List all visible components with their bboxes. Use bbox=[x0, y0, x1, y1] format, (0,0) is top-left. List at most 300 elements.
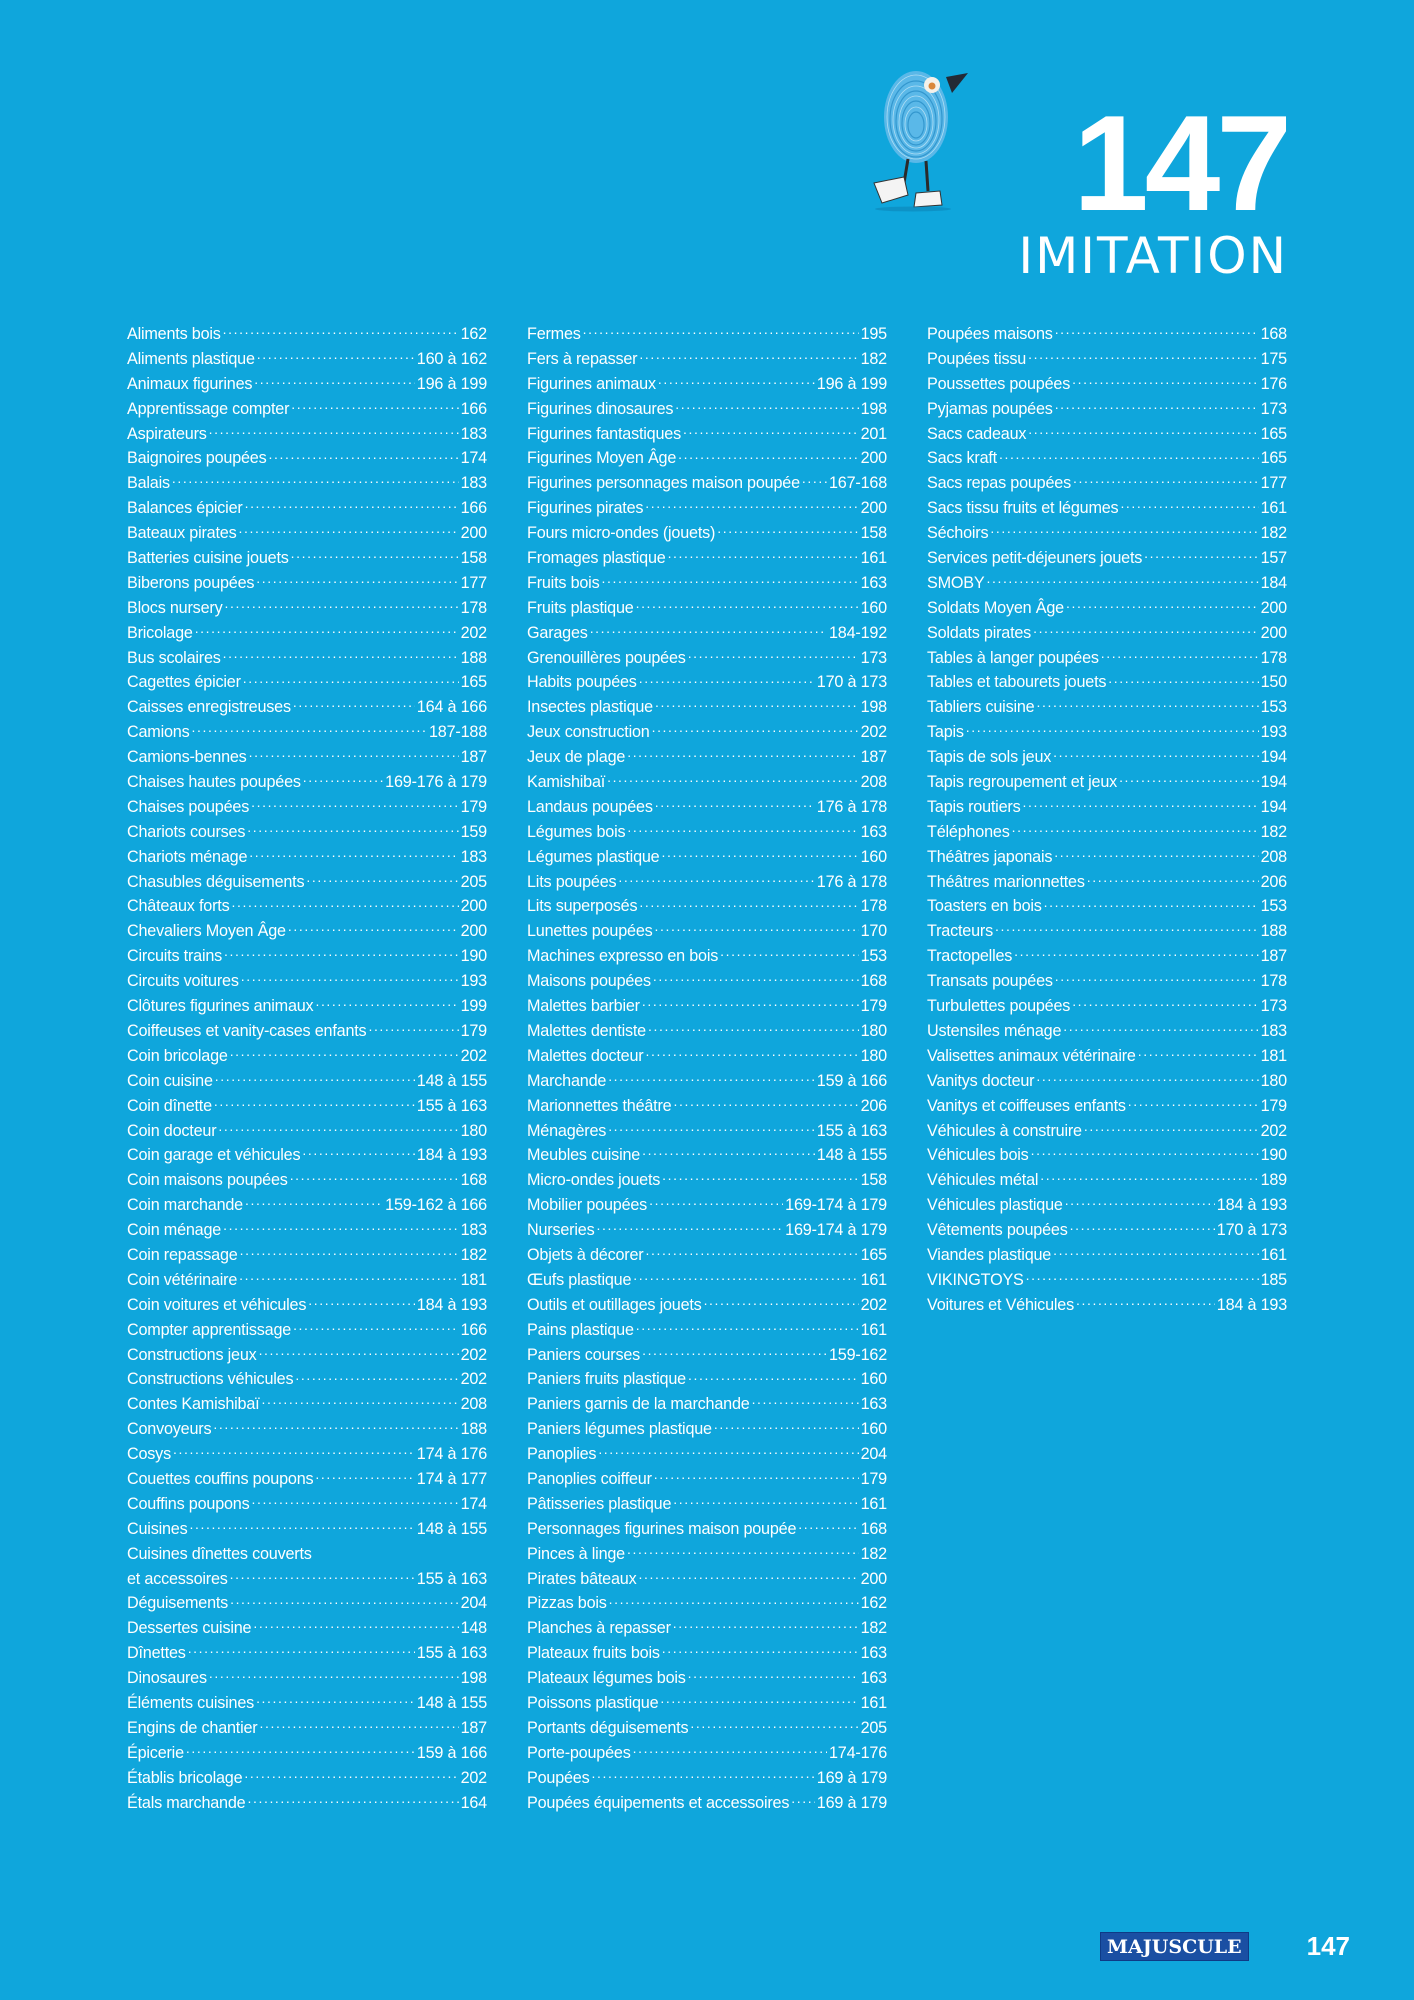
index-entry bbox=[527, 944, 887, 969]
index-entry-page: 199 bbox=[460, 997, 487, 1016]
dot-leader bbox=[188, 1642, 415, 1658]
index-entry-label: Fromages plastique bbox=[527, 549, 666, 568]
index-entry-label: Coin dînette bbox=[127, 1096, 212, 1115]
index-entry bbox=[927, 1094, 1287, 1119]
index-entry bbox=[927, 646, 1287, 671]
index-entry-page: 160 bbox=[860, 598, 887, 617]
index-entry-label: Fers à repasser bbox=[527, 349, 638, 368]
index-entry-page: 158 bbox=[860, 1171, 887, 1190]
index-entry bbox=[527, 745, 887, 770]
dot-leader bbox=[293, 696, 415, 712]
index-entry bbox=[527, 1567, 887, 1592]
index-entry bbox=[527, 322, 887, 347]
dot-leader bbox=[633, 1269, 858, 1285]
index-entry bbox=[127, 1392, 487, 1417]
index-entry-page: 190 bbox=[460, 947, 487, 966]
index-entry bbox=[927, 1193, 1287, 1218]
dot-leader bbox=[652, 721, 859, 737]
index-entry-label: Malettes dentiste bbox=[527, 1021, 646, 1040]
index-entry bbox=[127, 1143, 487, 1168]
dot-leader bbox=[306, 870, 458, 886]
index-entry-label: Porte-poupées bbox=[527, 1743, 631, 1762]
index-entry bbox=[127, 1766, 487, 1791]
dot-leader bbox=[653, 970, 859, 986]
dot-leader bbox=[642, 1144, 815, 1160]
index-entry bbox=[927, 1218, 1287, 1243]
dot-leader bbox=[1055, 970, 1259, 986]
index-entry-label: Apprentissage compter bbox=[127, 399, 290, 418]
index-entry-page: 155 à 163 bbox=[816, 1121, 887, 1140]
index-entry-label: Habits poupées bbox=[527, 673, 637, 692]
index-entry bbox=[127, 1193, 487, 1218]
index-entry-page: 200 bbox=[1260, 623, 1287, 642]
index-entry-label: Tapis routiers bbox=[927, 797, 1021, 816]
index-entry-page: 200 bbox=[860, 449, 887, 468]
index-entry-label: Coin voitures et véhicules bbox=[127, 1295, 307, 1314]
dot-leader bbox=[655, 920, 859, 936]
index-entry bbox=[927, 471, 1287, 496]
index-entry-page: 174 à 177 bbox=[416, 1469, 487, 1488]
dot-leader bbox=[252, 1493, 459, 1509]
index-entry bbox=[527, 695, 887, 720]
index-entry bbox=[927, 720, 1287, 745]
index-entry-page: 202 bbox=[860, 723, 887, 742]
index-entry-page: 202 bbox=[460, 1046, 487, 1065]
dot-leader bbox=[290, 1169, 459, 1185]
dot-leader bbox=[241, 970, 459, 986]
index-entry-label: Légumes plastique bbox=[527, 847, 660, 866]
index-entry-page: 161 bbox=[860, 1270, 887, 1289]
index-entry-page: 208 bbox=[860, 773, 887, 792]
index-entry bbox=[527, 646, 887, 671]
index-entry-label: Camions bbox=[127, 723, 190, 742]
index-entry-page: 202 bbox=[460, 1768, 487, 1787]
index-entry bbox=[527, 621, 887, 646]
index-entry bbox=[127, 1641, 487, 1666]
index-entry-page: 206 bbox=[860, 1096, 887, 1115]
index-entry-page: 179 bbox=[460, 1021, 487, 1040]
dot-leader bbox=[223, 646, 459, 662]
index-entry-page: 182 bbox=[1260, 524, 1287, 543]
dot-leader bbox=[230, 1592, 459, 1608]
index-entry bbox=[527, 372, 887, 397]
index-entry-page: 176 à 178 bbox=[816, 797, 887, 816]
dot-leader bbox=[662, 1169, 858, 1185]
index-entry-label: VIKINGTOYS bbox=[927, 1270, 1024, 1289]
index-entry bbox=[127, 1094, 487, 1119]
index-entry-page: 166 bbox=[460, 1320, 487, 1339]
index-entry bbox=[127, 994, 487, 1019]
index-entry-label: Véhicules métal bbox=[927, 1171, 1039, 1190]
index-entry bbox=[527, 1666, 887, 1691]
index-entry-label: Tables à langer poupées bbox=[927, 648, 1099, 667]
index-entry-label: Aspirateurs bbox=[127, 424, 207, 443]
index-entry-label: Déguisements bbox=[127, 1594, 229, 1613]
dot-leader bbox=[791, 1791, 815, 1807]
index-entry bbox=[127, 969, 487, 994]
index-entry bbox=[527, 1691, 887, 1716]
index-entry bbox=[527, 1119, 887, 1144]
index-entry-label: Paniers légumes plastique bbox=[527, 1420, 712, 1439]
index-entry-page: 187 bbox=[1260, 947, 1287, 966]
index-entry-page: 188 bbox=[1260, 922, 1287, 941]
index-entry bbox=[527, 1616, 887, 1641]
index-entry-label: Éléments cuisines bbox=[127, 1693, 255, 1712]
index-entry-page: 160 bbox=[860, 1370, 887, 1389]
index-entry bbox=[927, 397, 1287, 422]
index-entry bbox=[127, 471, 487, 496]
index-entry-label: Transats poupées bbox=[927, 972, 1053, 991]
index-entry-label: Figurines animaux bbox=[527, 374, 656, 393]
index-entry-page: 153 bbox=[1260, 897, 1287, 916]
dot-leader bbox=[798, 1518, 858, 1534]
dot-leader bbox=[218, 1119, 458, 1135]
index-entry-label: Véhicules bois bbox=[927, 1146, 1029, 1165]
index-entry-page: 187 bbox=[460, 748, 487, 767]
dot-leader bbox=[720, 945, 858, 961]
index-entry-label: Convoyeurs bbox=[127, 1420, 212, 1439]
index-entry-label: Dînettes bbox=[127, 1644, 186, 1663]
dot-leader bbox=[658, 373, 815, 389]
index-entry-label: Kamishibaï bbox=[527, 773, 606, 792]
index-entry bbox=[927, 422, 1287, 447]
index-entry bbox=[127, 372, 487, 397]
index-entry-page: 159 à 166 bbox=[816, 1071, 887, 1090]
index-entry-label: Cagettes épicier bbox=[127, 673, 241, 692]
index-entry-page: 155 à 163 bbox=[416, 1644, 487, 1663]
index-entry-label: Paniers fruits plastique bbox=[527, 1370, 686, 1389]
index-entry bbox=[927, 870, 1287, 895]
index-entry bbox=[527, 1143, 887, 1168]
index-entry-page: 174-176 bbox=[828, 1743, 887, 1762]
dot-leader bbox=[254, 373, 415, 389]
index-entry bbox=[127, 1019, 487, 1044]
dot-leader bbox=[639, 671, 815, 687]
dot-leader bbox=[639, 348, 858, 364]
dot-leader bbox=[1120, 497, 1258, 513]
index-entry bbox=[127, 795, 487, 820]
index-entry bbox=[927, 1143, 1287, 1168]
index-entry-label: Véhicules à construire bbox=[927, 1121, 1082, 1140]
index-entry bbox=[127, 596, 487, 621]
index-entry-page: 206 bbox=[1260, 872, 1287, 891]
index-entry-label: Pâtisseries plastique bbox=[527, 1494, 672, 1513]
index-entry-page: 198 bbox=[460, 1669, 487, 1688]
index-entry bbox=[927, 969, 1287, 994]
index-entry-label: Portants déguisements bbox=[527, 1718, 689, 1737]
dot-leader bbox=[303, 771, 383, 787]
index-entry-page: 205 bbox=[460, 872, 487, 891]
index-entry-label: Chevaliers Moyen Âge bbox=[127, 922, 286, 941]
dot-leader bbox=[368, 1020, 458, 1036]
index-entry-page: 163 bbox=[860, 573, 887, 592]
dot-leader bbox=[999, 447, 1259, 463]
index-entry bbox=[527, 596, 887, 621]
dot-leader bbox=[1084, 1119, 1259, 1135]
index-entry-label: Coin bricolage bbox=[127, 1046, 228, 1065]
index-entry bbox=[127, 1069, 487, 1094]
index-entry-page: 169-174 à 179 bbox=[785, 1221, 887, 1240]
index-entry-page: 200 bbox=[860, 1569, 887, 1588]
index-entry-label: Théâtres marionnettes bbox=[927, 872, 1085, 891]
index-entry-label: Fours micro-ondes (jouets) bbox=[527, 524, 716, 543]
index-entry bbox=[127, 1318, 487, 1343]
index-entry-label: Théâtres japonais bbox=[927, 847, 1053, 866]
index-entry bbox=[527, 1591, 887, 1616]
index-entry-label: Cosys bbox=[127, 1445, 171, 1464]
dot-leader bbox=[1065, 1194, 1215, 1210]
index-entry bbox=[527, 820, 887, 845]
index-entry bbox=[527, 1467, 887, 1492]
index-entry-label: Vanitys docteur bbox=[927, 1071, 1035, 1090]
dot-leader bbox=[291, 397, 458, 413]
index-entry-label: Fermes bbox=[527, 325, 581, 343]
dot-leader bbox=[247, 1791, 458, 1807]
index-entry-label: Chariots courses bbox=[127, 822, 246, 841]
index-entry-label: Dinosaures bbox=[127, 1669, 207, 1688]
index-entry-page: 195 bbox=[860, 325, 887, 343]
dot-leader bbox=[245, 497, 459, 513]
index-entry-page: 155 à 163 bbox=[416, 1096, 487, 1115]
index-entry-label: Landaus poupées bbox=[527, 797, 653, 816]
index-entry-page: 148 à 155 bbox=[416, 1071, 487, 1090]
dot-leader bbox=[645, 497, 858, 513]
index-entry bbox=[127, 621, 487, 646]
index-entry-page: 187-188 bbox=[428, 723, 487, 742]
dot-leader bbox=[1063, 1020, 1258, 1036]
index-entry-page: 184 à 193 bbox=[416, 1146, 487, 1165]
dot-leader bbox=[1066, 597, 1259, 613]
index-entry-label: Pyjamas poupées bbox=[927, 399, 1053, 418]
index-entry bbox=[127, 521, 487, 546]
dot-leader bbox=[251, 796, 458, 812]
index-entry bbox=[527, 670, 887, 695]
dot-leader bbox=[293, 1318, 459, 1334]
dot-leader bbox=[688, 1667, 859, 1683]
index-entry-label: Animaux figurines bbox=[127, 374, 253, 393]
index-entry bbox=[527, 446, 887, 471]
dot-leader bbox=[245, 1194, 383, 1210]
index-entry-page: 158 bbox=[860, 524, 887, 543]
index-entry-label: Sacs repas poupées bbox=[927, 474, 1071, 493]
dot-leader bbox=[240, 1244, 459, 1260]
index-entry-page: 204 bbox=[460, 1594, 487, 1613]
index-entry-page: 153 bbox=[1260, 698, 1287, 717]
index-entry-label: Maisons poupées bbox=[527, 972, 651, 991]
dot-leader bbox=[291, 547, 459, 563]
index-entry-label: Coin vétérinaire bbox=[127, 1270, 238, 1289]
index-entry bbox=[527, 422, 887, 447]
index-entry bbox=[527, 1218, 887, 1243]
page-footer bbox=[1100, 1931, 1350, 1962]
index-entry bbox=[527, 471, 887, 496]
index-entry-page: 160 bbox=[860, 1420, 887, 1439]
index-entry-label: Micro-ondes jouets bbox=[527, 1171, 661, 1190]
index-entry-page: 173 bbox=[1260, 997, 1287, 1016]
index-entry-label: Poissons plastique bbox=[527, 1693, 659, 1712]
dot-leader bbox=[243, 671, 459, 687]
index-entry-page: 148 à 155 bbox=[416, 1519, 487, 1538]
index-entry bbox=[527, 1044, 887, 1069]
index-entry bbox=[127, 1218, 487, 1243]
index-entry-page: 166 bbox=[460, 399, 487, 418]
index-entry-label: Caisses enregistreuses bbox=[127, 698, 291, 717]
index-entry-label: et accessoires bbox=[127, 1569, 228, 1588]
index-columns bbox=[127, 322, 1287, 1815]
index-entry-page: 183 bbox=[460, 424, 487, 443]
index-entry-page: 178 bbox=[1260, 648, 1287, 667]
dot-leader bbox=[295, 1368, 458, 1384]
dot-leader bbox=[608, 1119, 815, 1135]
index-entry-label: Figurines personnages maison poupée bbox=[527, 474, 800, 493]
dot-leader bbox=[608, 1070, 815, 1086]
index-entry-page: 169 à 179 bbox=[816, 1768, 887, 1787]
index-entry bbox=[127, 670, 487, 695]
dot-leader bbox=[173, 1443, 415, 1459]
index-entry bbox=[927, 770, 1287, 795]
index-entry-page: 180 bbox=[860, 1021, 887, 1040]
index-entry-page: 184 à 193 bbox=[1216, 1196, 1287, 1215]
dot-leader bbox=[209, 422, 459, 438]
index-entry bbox=[527, 845, 887, 870]
index-entry-page: 194 bbox=[1260, 797, 1287, 816]
index-entry-label: Poupées maisons bbox=[927, 325, 1053, 343]
index-entry-page: 155 à 163 bbox=[416, 1569, 487, 1588]
index-entry bbox=[927, 347, 1287, 372]
index-entry-label: Engins de chantier bbox=[127, 1718, 258, 1737]
index-entry bbox=[127, 1542, 487, 1567]
index-entry-page: 182 bbox=[860, 1619, 887, 1638]
dot-leader bbox=[627, 1542, 859, 1558]
dot-leader bbox=[645, 1045, 858, 1061]
index-entry-label: Établis bricolage bbox=[127, 1768, 243, 1787]
index-entry-page: 164 à 166 bbox=[416, 698, 487, 717]
index-entry-label: Voitures et Véhicules bbox=[927, 1295, 1074, 1314]
dot-leader bbox=[668, 547, 859, 563]
index-entry-label: Compter apprentissage bbox=[127, 1320, 292, 1339]
dot-leader bbox=[802, 472, 827, 488]
index-entry-label: SMOBY bbox=[927, 573, 985, 592]
index-entry-label: Turbulettes poupées bbox=[927, 997, 1071, 1016]
index-column-1 bbox=[127, 322, 487, 1815]
index-column-3 bbox=[927, 322, 1287, 1815]
index-entry-label: Sacs kraft bbox=[927, 449, 997, 468]
index-entry bbox=[127, 1716, 487, 1741]
dot-leader bbox=[223, 323, 459, 339]
majuscule-brand-logo: MAJUSCULE bbox=[1100, 1932, 1249, 1961]
index-entry-page: 198 bbox=[860, 698, 887, 717]
index-entry bbox=[127, 1119, 487, 1144]
dot-leader bbox=[714, 1418, 859, 1434]
dot-leader bbox=[195, 622, 459, 638]
dot-leader bbox=[261, 1393, 458, 1409]
index-entry-page: 201 bbox=[860, 424, 887, 443]
dot-leader bbox=[230, 1567, 415, 1583]
index-entry-label: Poussettes poupées bbox=[927, 374, 1071, 393]
index-entry-page: 202 bbox=[1260, 1121, 1287, 1140]
index-entry bbox=[127, 397, 487, 422]
index-entry-label: Blocs nursery bbox=[127, 598, 223, 617]
index-entry bbox=[527, 1268, 887, 1293]
index-entry-page: 180 bbox=[1260, 1071, 1287, 1090]
index-entry bbox=[127, 347, 487, 372]
index-entry-page: 185 bbox=[1260, 1270, 1287, 1289]
index-entry-label: Châteaux forts bbox=[127, 897, 230, 916]
index-entry-label: Toasters en bois bbox=[927, 897, 1042, 916]
index-entry-page: 204 bbox=[860, 1445, 887, 1464]
index-entry-label: Valisettes animaux vétérinaire bbox=[927, 1046, 1136, 1065]
index-entry-label: Poupées tissu bbox=[927, 349, 1027, 368]
index-entry-label: Panoplies coiffeur bbox=[527, 1469, 652, 1488]
index-entry-label: Paniers courses bbox=[527, 1345, 641, 1364]
index-entry-label: Plateaux fruits bois bbox=[527, 1644, 660, 1663]
index-entry-page: 163 bbox=[860, 1644, 887, 1663]
index-entry-label: Épicerie bbox=[127, 1743, 184, 1762]
index-entry-page: 183 bbox=[1260, 1021, 1287, 1040]
index-entry-page: 173 bbox=[1260, 399, 1287, 418]
index-entry bbox=[527, 1766, 887, 1791]
index-entry-label: Séchoirs bbox=[927, 524, 989, 543]
dot-leader bbox=[662, 1642, 859, 1658]
index-entry-page: 158 bbox=[460, 549, 487, 568]
dot-leader bbox=[1054, 846, 1258, 862]
dot-leader bbox=[678, 447, 858, 463]
dot-leader bbox=[690, 1717, 858, 1733]
index-entry bbox=[927, 919, 1287, 944]
index-entry bbox=[527, 1417, 887, 1442]
index-entry bbox=[527, 571, 887, 596]
index-entry bbox=[927, 1019, 1287, 1044]
index-entry bbox=[927, 845, 1287, 870]
index-entry-page: 183 bbox=[460, 847, 487, 866]
index-entry-page: 202 bbox=[460, 1345, 487, 1364]
index-entry-label: Figurines pirates bbox=[527, 499, 644, 518]
index-entry-label: Marionnettes théâtre bbox=[527, 1096, 672, 1115]
dot-leader bbox=[253, 1617, 458, 1633]
index-entry-page: 175 bbox=[1260, 349, 1287, 368]
dot-leader bbox=[1128, 1094, 1259, 1110]
index-entry bbox=[927, 1293, 1287, 1318]
index-entry bbox=[127, 1343, 487, 1368]
index-entry bbox=[927, 1243, 1287, 1268]
dot-leader bbox=[673, 1617, 859, 1633]
index-entry-page: 173 bbox=[860, 648, 887, 667]
index-entry-label: Tapis de sols jeux bbox=[927, 748, 1052, 767]
index-entry-label: Tapis bbox=[927, 723, 964, 742]
index-entry bbox=[527, 1442, 887, 1467]
index-entry bbox=[127, 1791, 487, 1816]
index-entry bbox=[127, 422, 487, 447]
index-entry bbox=[127, 1044, 487, 1069]
index-entry bbox=[527, 1741, 887, 1766]
index-entry-page: 202 bbox=[860, 1295, 887, 1314]
index-entry-page: 200 bbox=[1260, 598, 1287, 617]
index-entry-label: Fruits plastique bbox=[527, 598, 634, 617]
index-entry bbox=[527, 1168, 887, 1193]
index-entry bbox=[127, 1616, 487, 1641]
index-entry-label: Bus scolaires bbox=[127, 648, 221, 667]
index-entry bbox=[927, 621, 1287, 646]
index-entry-page: 178 bbox=[1260, 972, 1287, 991]
dot-leader bbox=[223, 1219, 458, 1235]
dot-leader bbox=[1044, 895, 1259, 911]
dot-leader bbox=[990, 522, 1258, 538]
index-entry-label: Lits poupées bbox=[527, 872, 617, 891]
index-entry bbox=[127, 919, 487, 944]
dot-leader bbox=[1072, 373, 1258, 389]
index-entry bbox=[927, 571, 1287, 596]
index-entry-page: 162 bbox=[460, 325, 487, 343]
